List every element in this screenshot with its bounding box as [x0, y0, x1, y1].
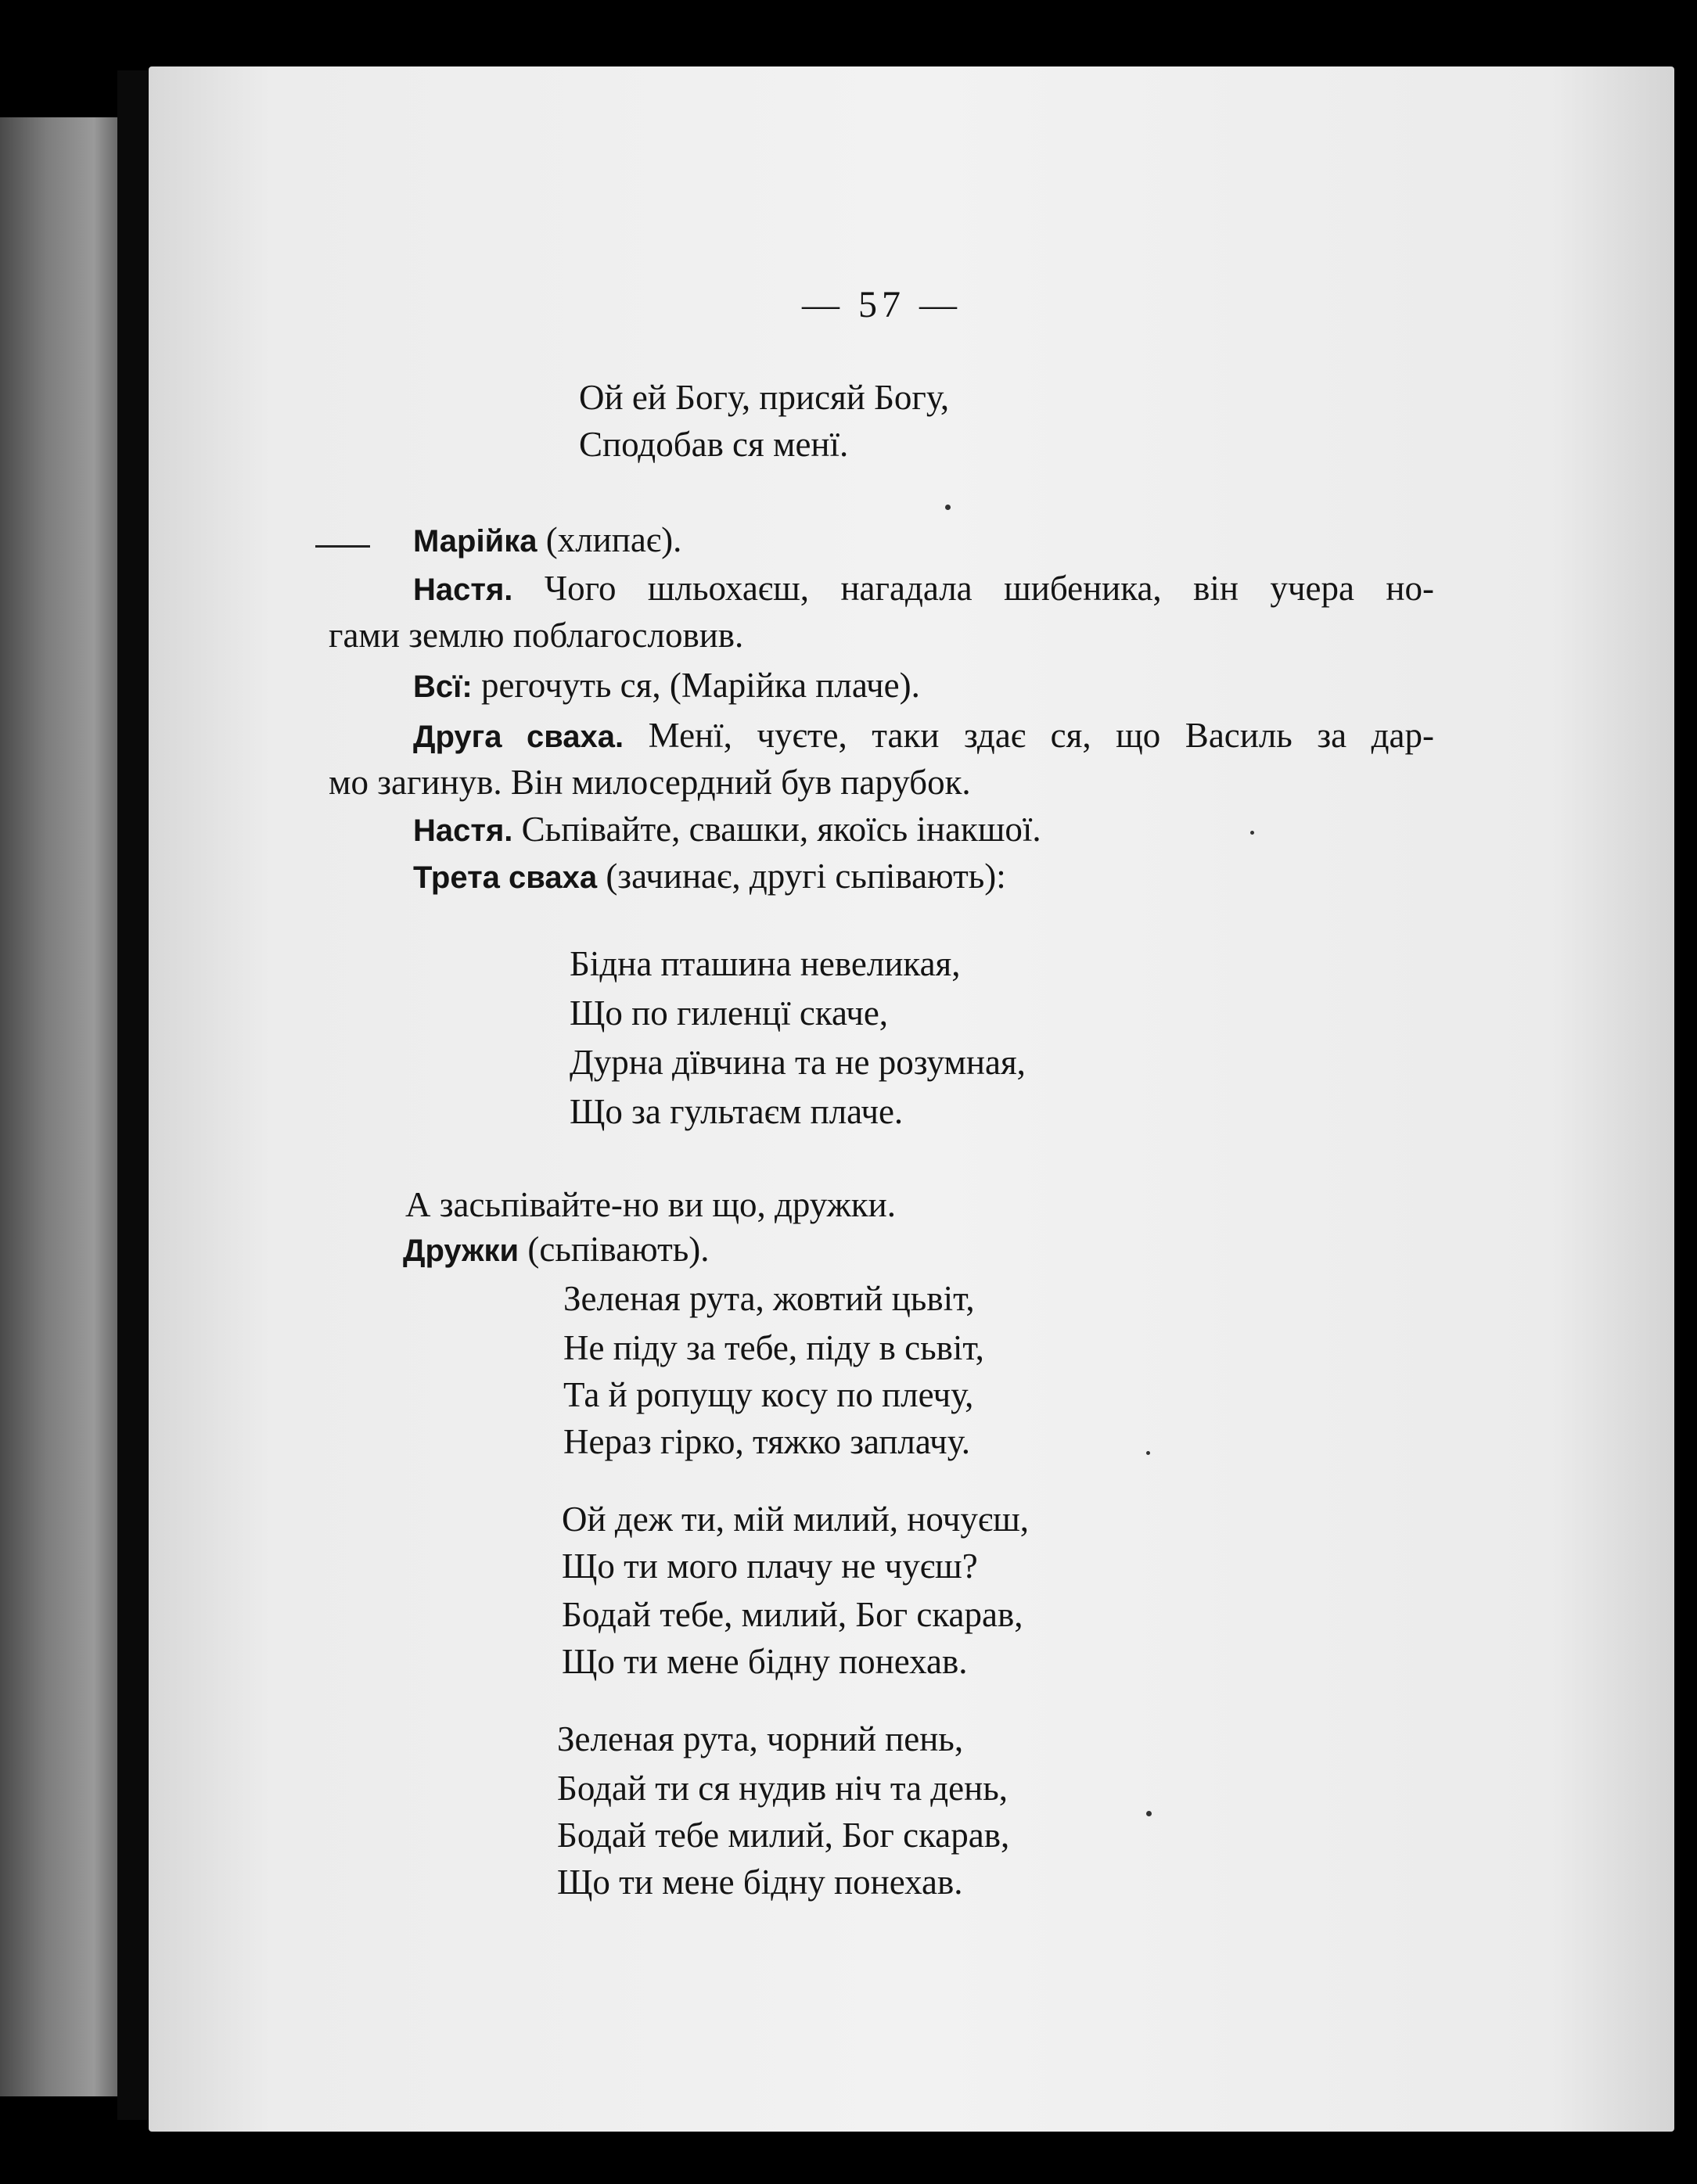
- verse-line: Сподобав ся менї.: [579, 425, 849, 464]
- dust-speck: [1146, 1451, 1150, 1455]
- verse-line: Бодай тебе, милий, Бог скарав,: [562, 1595, 1023, 1634]
- dialogue-text: Чого шльохаєш, нагадала шибеника, він учера но-: [512, 569, 1434, 608]
- dust-speck: [945, 505, 951, 510]
- page-number: — 57 —: [802, 284, 962, 325]
- dialogue-text: гами землю поблагословив.: [329, 616, 744, 655]
- verse-line: Ой ей Богу, присяй Богу,: [579, 378, 950, 417]
- dialogue-line: [403, 1226, 710, 1274]
- verse-line: Бідна пташина невеликая,: [570, 944, 961, 983]
- speaker-name: Дружки: [403, 1234, 520, 1268]
- speaker-name: Настя.: [413, 814, 513, 848]
- verse-line: Дурна дївчина та не розумная,: [570, 1043, 1026, 1082]
- dialogue-line: [413, 806, 1041, 854]
- verse-line: Що ти мене бідну понехав.: [562, 1642, 968, 1681]
- verse-line: Нераз гірко, тяжко заплачу.: [563, 1422, 970, 1461]
- verse-line: Зеленая рута, чорний пень,: [557, 1719, 964, 1758]
- verse-line: Що по гиленцї скаче,: [570, 993, 889, 1033]
- verse-line: Бодай ти ся нудив ніч та день,: [557, 1769, 1008, 1808]
- verse-line: Що ти мене бідну понехав.: [557, 1863, 963, 1902]
- dialogue-line: [413, 662, 920, 710]
- dialogue-text: (сьпівають).: [519, 1230, 710, 1269]
- dialogue-line: [413, 712, 1434, 760]
- verse-line: Бодай тебе милий, Бог скарав,: [557, 1816, 1010, 1855]
- dialogue-text: регочуть ся, (Марійка плаче).: [472, 666, 920, 705]
- dialogue-line: [413, 565, 1434, 613]
- dialogue-text: (зачинає, другі сьпівають):: [597, 857, 1006, 896]
- verse-line: Та й ропущу косу по плечу,: [563, 1375, 974, 1414]
- speaker-name: Настя.: [413, 573, 513, 607]
- dialogue-line: [413, 853, 1006, 901]
- speaker-name: Трета сваха: [413, 860, 598, 895]
- dust-speck: [1146, 1811, 1152, 1816]
- dialogue-text: Сьпівайте, свашки, якоїсь інакшої.: [512, 810, 1041, 849]
- verse-line: Зеленая рута, жовтий цьвіт,: [563, 1279, 975, 1318]
- speaker-name: Марійка: [413, 524, 538, 559]
- dialogue-line: [329, 612, 743, 659]
- dialogue-line: [329, 759, 971, 806]
- dialogue-line: [405, 1181, 896, 1228]
- dust-speck: [1250, 831, 1254, 835]
- dialogue-text: А засьпівайте-но ви що, дружки.: [405, 1185, 896, 1224]
- dialogue-text: Менї, чуєте, таки здає ся, що Василь за дар-: [624, 716, 1434, 755]
- verse-line: Не піду за тебе, піду в сьвіт,: [563, 1328, 984, 1367]
- verse-line: Ой деж ти, мій милий, ночуєш,: [562, 1500, 1030, 1539]
- dialogue-text: (хлипає).: [537, 520, 682, 559]
- left-page-edge: [0, 117, 117, 2096]
- verse-line: Що за гультаєм плаче.: [570, 1092, 904, 1131]
- dialogue-line: [413, 516, 681, 565]
- dash-mark: [315, 545, 370, 548]
- speaker-name: Друга сваха.: [413, 720, 624, 754]
- speaker-name: Всї:: [413, 670, 473, 704]
- verse-line: Що ти мого плачу не чуєш?: [562, 1546, 978, 1586]
- dialogue-text: мо загинув. Він милосердний був парубок.: [329, 763, 971, 802]
- page-gutter: [117, 70, 149, 2120]
